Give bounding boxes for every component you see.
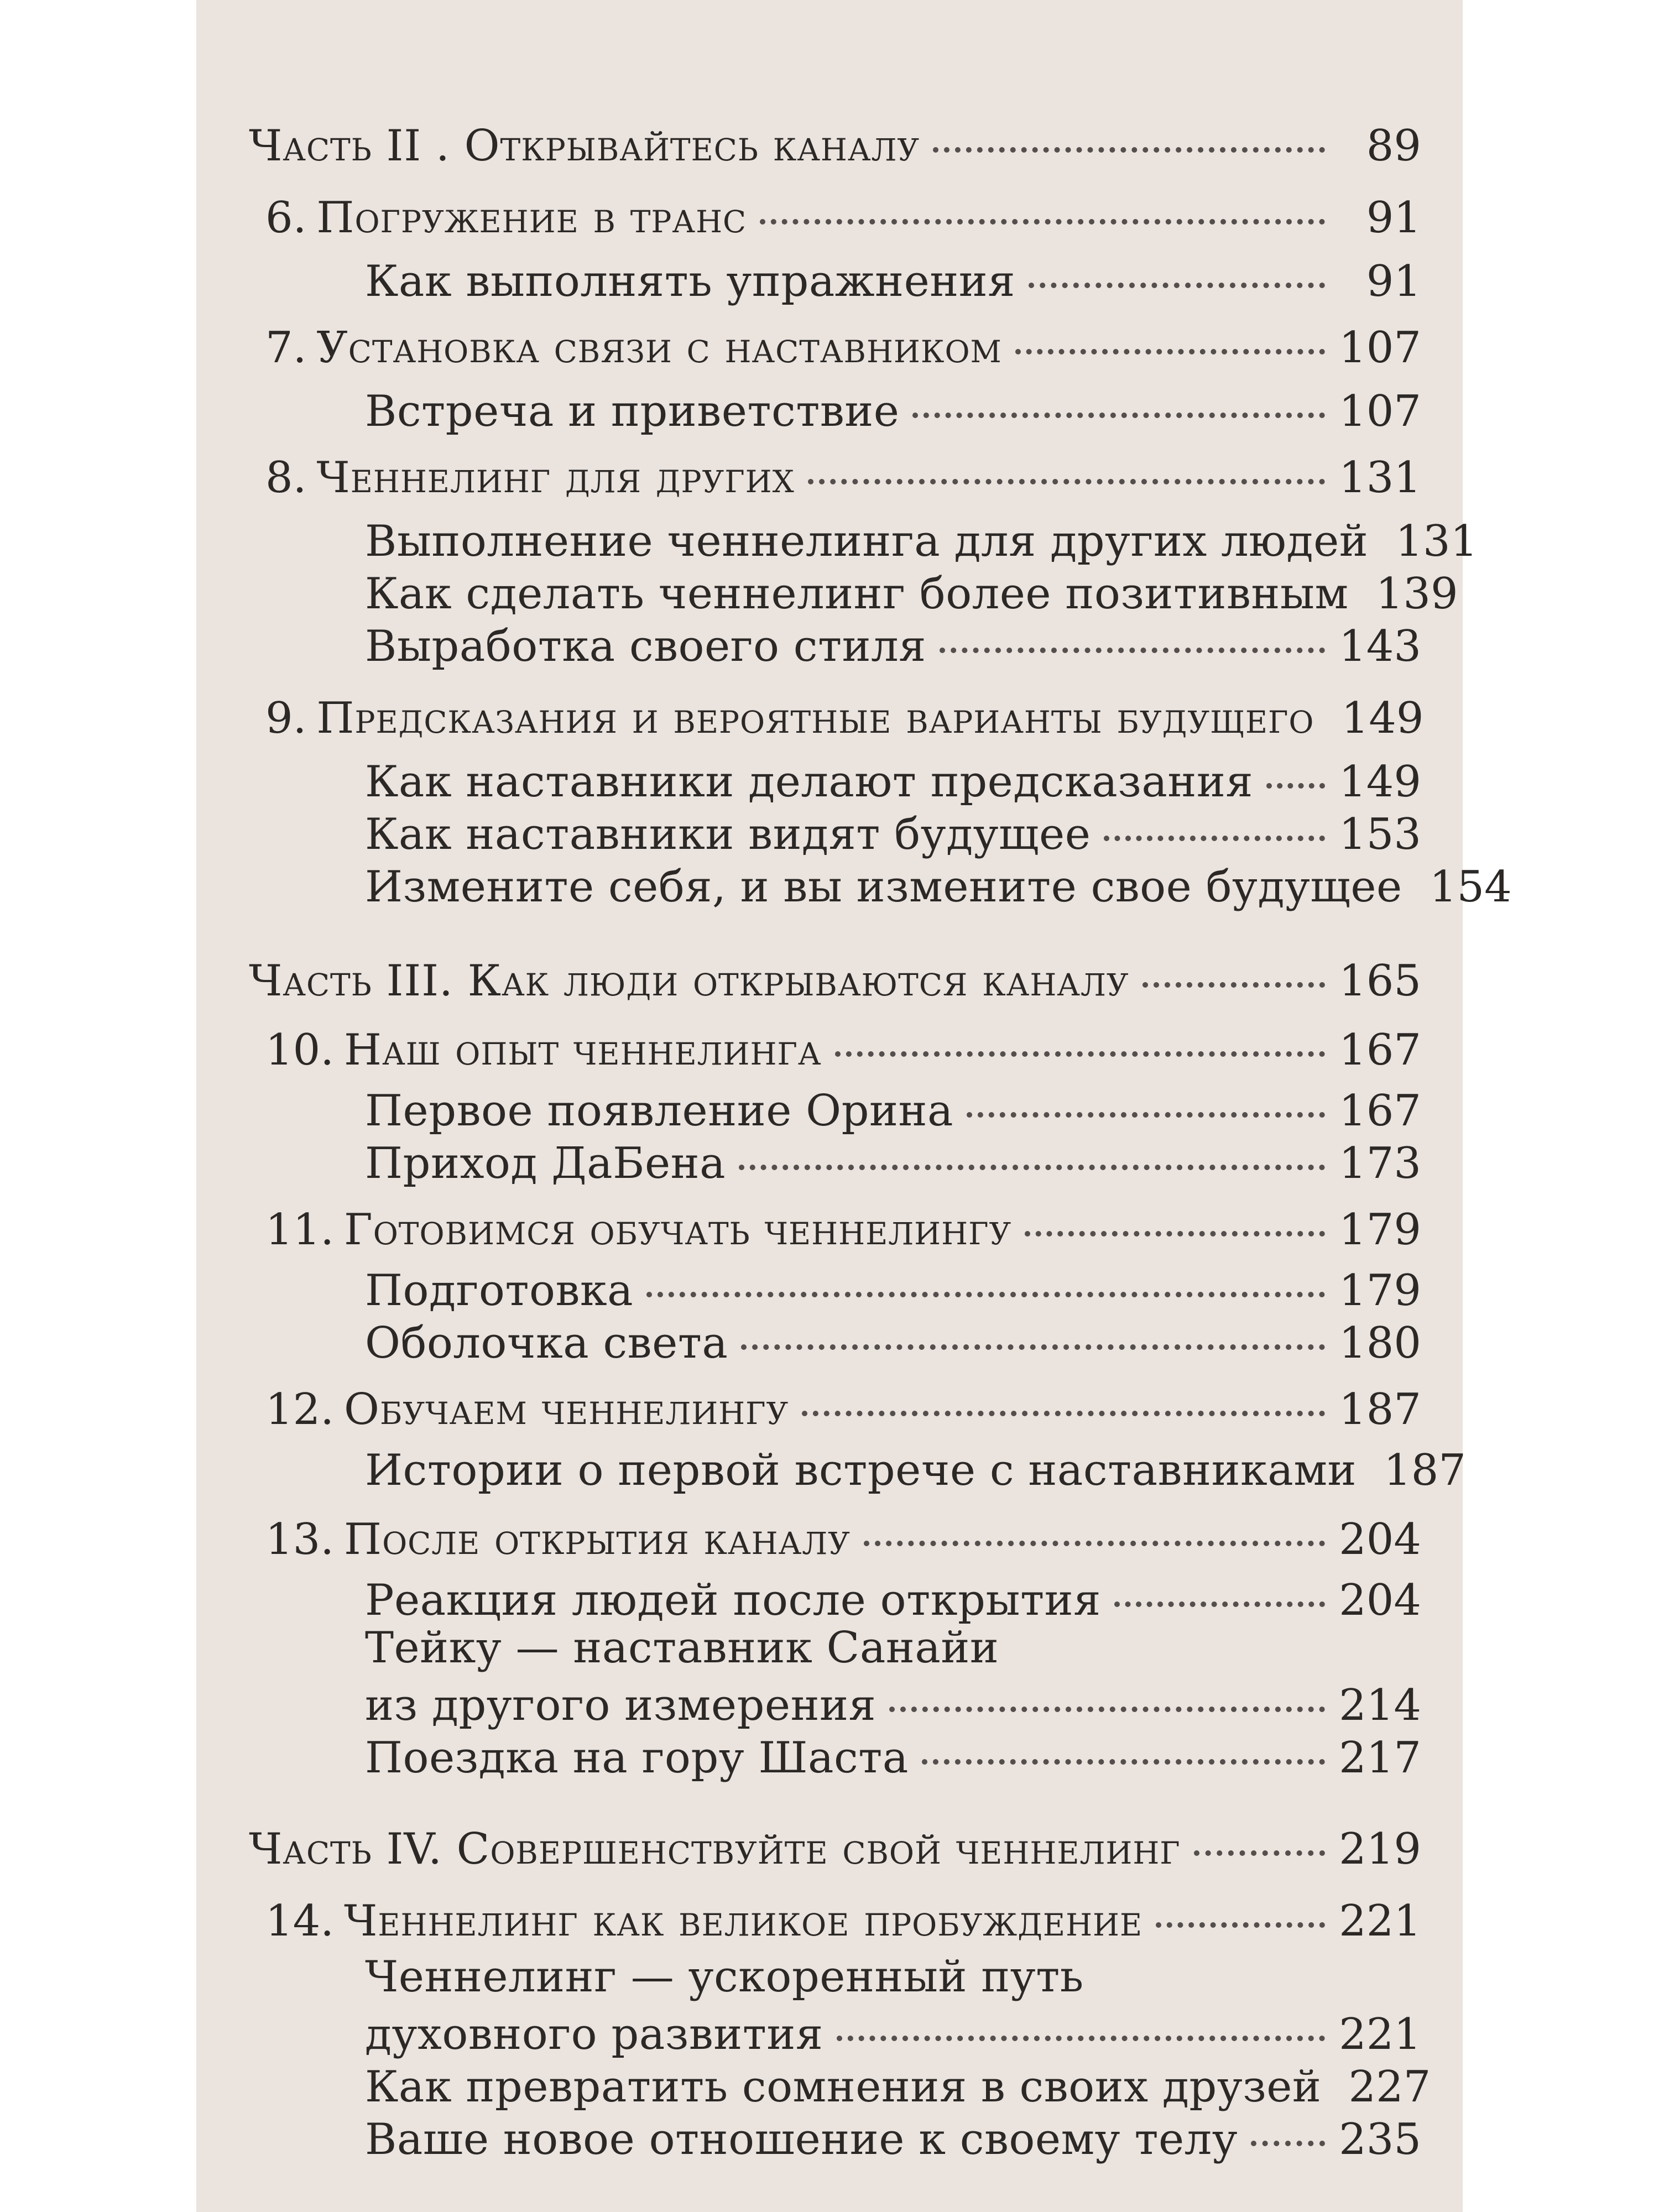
toc-entry-title: из другого измерения (365, 1681, 877, 1730)
chapter-number: 12. (265, 1385, 335, 1434)
leader-dots (864, 1502, 1325, 1546)
toc-entry-title: Первое появление Орина (365, 1086, 953, 1136)
toc-entry-title: Подготовка (365, 1266, 634, 1316)
toc-entry-title: Ченнелинг как великое пробуждение (344, 1896, 1143, 1946)
leader-dots (1194, 1812, 1325, 1856)
toc-entry-title: Установка связи с наставником (316, 323, 1002, 373)
toc-entry-section (365, 252, 1421, 306)
toc-entry-chapter-7 (265, 318, 1421, 373)
leader-dots (1142, 943, 1325, 988)
toc-page-number: 154 (1429, 862, 1512, 912)
toc-page-number: 153 (1339, 810, 1421, 859)
toc-page-number: 167 (1339, 1086, 1421, 1136)
leader-dots (1015, 310, 1325, 354)
toc-entry-section-line2 (365, 2005, 1421, 2059)
leader-dots (940, 609, 1325, 653)
toc-entry-title: Как выполнять упражнения (365, 257, 1015, 306)
toc-entry-section-line1 (365, 1623, 1421, 1673)
toc-entry-section (365, 1571, 1421, 1625)
leader-dots (837, 1997, 1325, 2041)
toc-entry-title: Как наставники видят будущее (365, 810, 1091, 859)
toc-page-number: 235 (1339, 2115, 1421, 2164)
toc-entry-title: Оболочка света (365, 1318, 728, 1368)
toc-page-number: 227 (1348, 2062, 1431, 2112)
toc-page-number: 179 (1339, 1266, 1421, 1316)
toc-entry-title: Как наставники делают предсказания (365, 757, 1254, 807)
toc-entry-chapter-11 (265, 1200, 1421, 1255)
toc-entry-title: Наш опыт ченнелинга (344, 1025, 822, 1075)
toc-entry-part-2 (249, 116, 1421, 171)
chapter-number: 11. (265, 1205, 335, 1255)
leader-dots (835, 1013, 1325, 1057)
toc-entry-title: Измените себя, и вы измените свое будущее (365, 862, 1402, 912)
toc-page-number: 187 (1384, 1446, 1466, 1495)
toc-page-number: 139 (1375, 569, 1458, 619)
toc-entry-title: Ваше новое отношение к своему телу (365, 2115, 1238, 2164)
toc-entry-title: Приход ДаБена (365, 1139, 726, 1188)
toc-entry-title: Встреча и приветствие (365, 387, 900, 436)
toc-entry-section (365, 805, 1421, 859)
toc-page-number: 167 (1339, 1025, 1421, 1075)
toc-entry-title: Готовимся обучать ченнелингу (344, 1205, 1012, 1255)
toc-entry-title: Выполнение ченнелинга для других людей (365, 517, 1369, 566)
chapter-number: 6. (265, 193, 307, 243)
toc-entry-title: Часть III. Как люди открываются каналу (249, 956, 1129, 1006)
leader-dots (646, 1253, 1325, 1297)
toc-entry-title: Ченнелинг — ускоренный путь (365, 1952, 1084, 2002)
toc-entry-section-line1 (365, 1952, 1421, 2002)
toc-page-number: 149 (1341, 693, 1424, 743)
toc-page-number: 165 (1339, 956, 1421, 1006)
toc-page-number: 131 (1395, 517, 1478, 566)
chapter-number: 7. (265, 323, 307, 373)
chapter-number: 13. (265, 1515, 335, 1564)
toc-page-number: 89 (1366, 121, 1421, 171)
leader-dots (967, 1073, 1325, 1118)
leader-dots (1266, 744, 1325, 789)
toc-entry-section (365, 1313, 1421, 1368)
leader-dots (889, 1668, 1325, 1712)
toc-entry-chapter-14 (265, 1891, 1421, 1946)
toc-page-number: 91 (1366, 193, 1421, 243)
leader-dots (922, 1720, 1325, 1765)
toc-entry-section (365, 857, 1512, 912)
toc-entry-title: Истории о первой встрече с наставниками (365, 1446, 1357, 1495)
toc-entry-section (365, 1134, 1421, 1188)
leader-dots (1114, 1563, 1325, 1607)
toc-page-number: 107 (1339, 323, 1421, 373)
toc-entry-part-3 (249, 951, 1421, 1006)
toc-entry-chapter-10 (265, 1020, 1421, 1075)
toc-entry-chapter-9 (265, 688, 1424, 743)
toc-page-number: 217 (1339, 1733, 1421, 1783)
chapter-number: 14. (265, 1896, 335, 1946)
toc-entry-title: Ченнелинг для других (316, 453, 795, 503)
toc-entry-chapter-8 (265, 448, 1421, 503)
toc-entry-part-4 (249, 1819, 1421, 1874)
leader-dots (933, 108, 1325, 153)
toc-page-number: 143 (1339, 622, 1421, 671)
toc-entry-section (365, 1441, 1466, 1495)
toc-page-number: 179 (1339, 1205, 1421, 1255)
toc-entry-title: Погружение в транс (316, 193, 747, 243)
leader-dots (808, 440, 1325, 484)
leader-dots (760, 180, 1325, 225)
toc-entry-title: Реакция людей после открытия (365, 1575, 1101, 1625)
toc-page-number: 219 (1339, 1824, 1421, 1874)
toc-page-number: 107 (1339, 387, 1421, 436)
toc-entry-chapter-12 (265, 1380, 1421, 1434)
toc-entry-title: Часть IV. Совершенствуйте свой ченнелинг (249, 1824, 1181, 1874)
toc-page-number: 214 (1339, 1681, 1421, 1730)
toc-page-number: 131 (1339, 453, 1421, 503)
toc-entry-title: Как сделать ченнелинг более позитивным (365, 569, 1349, 619)
toc-entry-chapter-13 (265, 1510, 1421, 1564)
toc-entry-title: духовного развития (365, 2010, 823, 2059)
toc-entry-title: Обучаем ченнелингу (344, 1385, 789, 1434)
toc-page-number: 221 (1339, 1896, 1421, 1946)
toc-page-number: 180 (1339, 1318, 1421, 1368)
toc-entry-section (365, 1728, 1421, 1783)
toc-entry-title: Тейку — наставник Санайи (365, 1623, 999, 1673)
toc-entry-title: Часть II . Открывайтесь каналу (249, 121, 920, 171)
chapter-number: 8. (265, 453, 307, 503)
toc-page-number: 173 (1339, 1139, 1421, 1188)
leader-dots (1029, 244, 1325, 288)
toc-entry-title: Как превратить сомнения в своих друзей (365, 2062, 1322, 2112)
toc-entry-section (365, 382, 1421, 436)
leader-dots (1156, 1884, 1325, 1928)
toc-entry-title: Поездка на гору Шаста (365, 1733, 909, 1783)
toc-entry-title: Выработка своего стиля (365, 622, 926, 671)
leader-dots (739, 1126, 1325, 1170)
toc-page-number: 221 (1339, 2010, 1421, 2059)
leader-dots (1025, 1192, 1325, 1237)
toc-entry-section (365, 512, 1478, 566)
toc-page-number: 91 (1366, 257, 1421, 306)
toc-page-number: 149 (1339, 757, 1421, 807)
leader-dots (802, 1372, 1325, 1416)
toc-entry-title: Предсказания и вероятные варианты будущего (316, 693, 1314, 743)
toc-entry-section (365, 2110, 1421, 2164)
chapter-number: 9. (265, 693, 307, 743)
toc-page-number: 187 (1339, 1385, 1421, 1434)
leader-dots (741, 1306, 1325, 1350)
leader-dots (1104, 797, 1325, 841)
leader-dots (912, 374, 1325, 418)
toc-page-number: 204 (1339, 1515, 1421, 1564)
chapter-number: 10. (265, 1025, 335, 1075)
toc-page-number: 204 (1339, 1575, 1421, 1625)
toc-entry-title: После открытия каналу (344, 1515, 851, 1564)
leader-dots (1251, 2102, 1325, 2146)
toc-entry-chapter-6 (265, 188, 1421, 243)
toc-entry-section (365, 617, 1421, 671)
